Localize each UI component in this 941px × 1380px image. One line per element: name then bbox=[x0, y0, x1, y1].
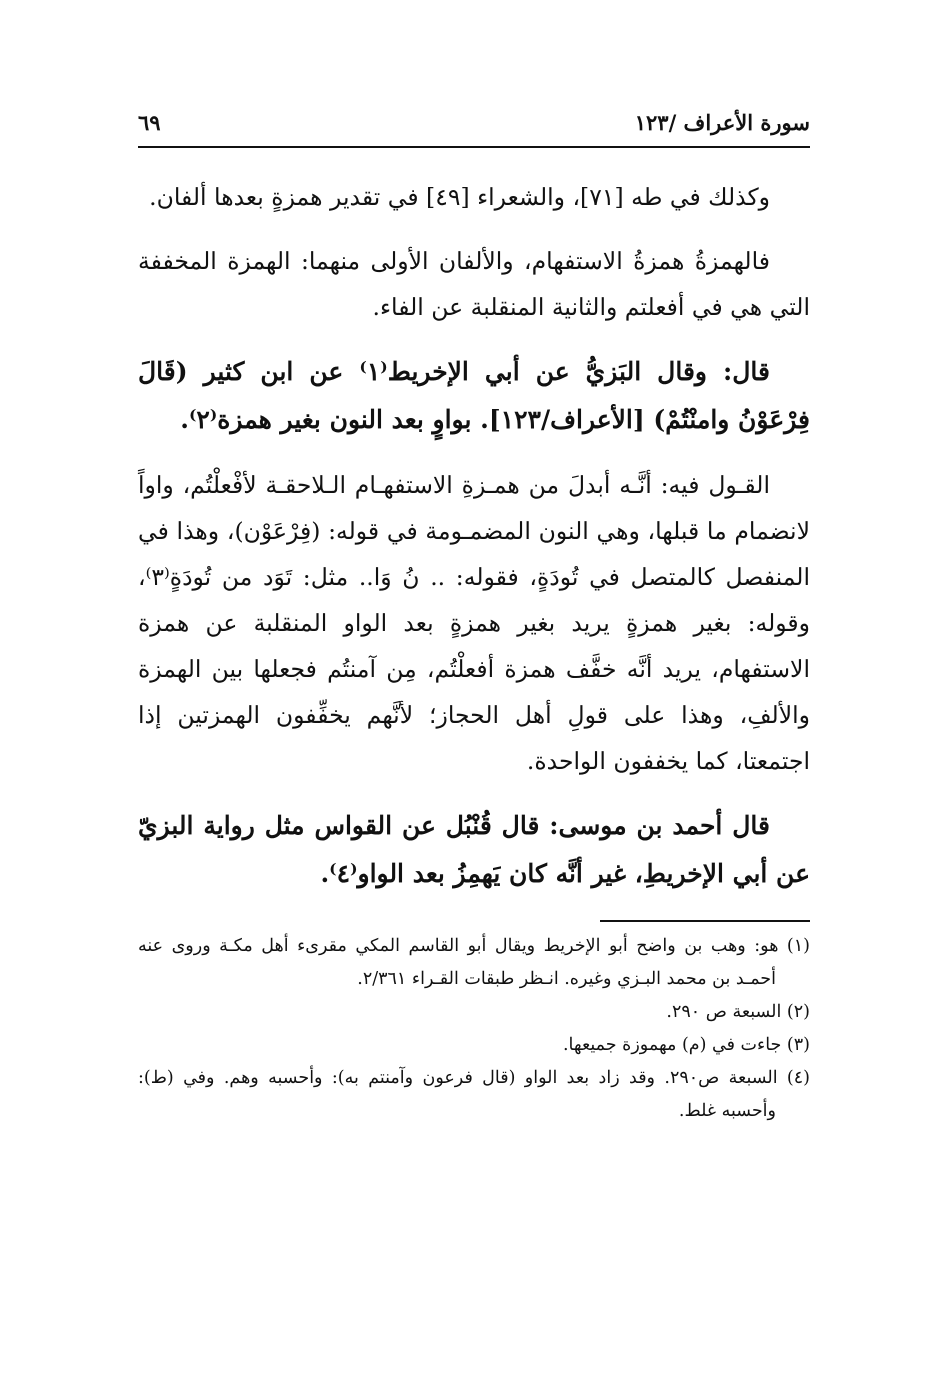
paragraph-1: وكذلك في طه [٧١]، والشعراء [٤٩] في تقدير همزةٍ بعدها ألفان. bbox=[149, 183, 770, 211]
footnote-4: (٤) السبعة ص٢٩٠. وقد زاد بعد الواو (قال فرعون وآمنتم به): وأحسبه وهم. وفي (ط): وأحسبه غلط. bbox=[138, 1068, 810, 1121]
paragraph-4-commentary: القـول فيه: أنَّـه أبدلَ من همـزةِ الاستفهـام الـلاحقـة لأفْعلْتُم، واواً لانضمام ما قبلها، وهي النون المضمـومة في قوله: (فِرْعَوْن)، وهذا في المنفصل كالمتصل في تُودَةٍ، فقوله: .. نُ وَا.. مثل: تَوَد من تُودَةٍ⁽٣⁾، وقوله: بغير همزةٍ يريد بغير همزةٍ بعد الواو المنقلبة عن همزة الاستفهام، يريد أنَّه خفَّف همزة أفعلْتُم، مِن آمنتُم فجعلها بين الهمزة والألفِ، وهذا على قولِ أهل الحجاز؛ لأنَّهم يخفِّفون الهمزتين إذا اجتمعتا، كما يخففون الواحدة. bbox=[138, 471, 810, 775]
footnote-3: (٣) جاءت في (م) مهموزة جميعها. bbox=[562, 1035, 810, 1055]
footnote-1: (١) هو: وهب بن واضح أبو الإخريط ويقال أبو القاسم المكي مقرىء أهل مكـة وروى عنه أحمـد بن محمد البـزي وغيره. انـظر طبقات القـراء ٢/٣٦١. bbox=[138, 936, 810, 989]
running-title: سورة الأعراف /١٢٣ bbox=[634, 110, 810, 135]
paragraph-3-quote: قال: وقال البَزيُّ عن أبي الإخريط⁽١⁾ عن ابن كثير (قَالَ فِرْعَوْنُ وامنْتُمْ) [الأعراف/١٢٣]. بواوٍ بعد النون بغير همزة⁽٢⁾. bbox=[138, 357, 810, 434]
book-page bbox=[138, 110, 810, 1128]
main-text bbox=[138, 174, 810, 898]
paragraph-5-quote: قال أحمد بن موسى: قال قُنْبُل عن القواس مثل رواية البزيّ عن أبي الإخريطِ، غير أنَّه كان يَهمِزُ بعد الواو⁽٤⁾. bbox=[138, 811, 810, 888]
footnotes bbox=[138, 930, 810, 1128]
page-number: ٦٩ bbox=[138, 110, 161, 135]
footnote-2: (٢) السبعة ص ٢٩٠. bbox=[666, 1002, 810, 1022]
paragraph-2: فالهمزةُ همزةُ الاستفهام، والألفان الأولى منهما: الهمزة المخففة التي هي في أفعلتم والثانية المنقلبة عن الفاء. bbox=[138, 247, 810, 321]
footnote-divider bbox=[600, 920, 810, 922]
page-header bbox=[138, 110, 810, 148]
